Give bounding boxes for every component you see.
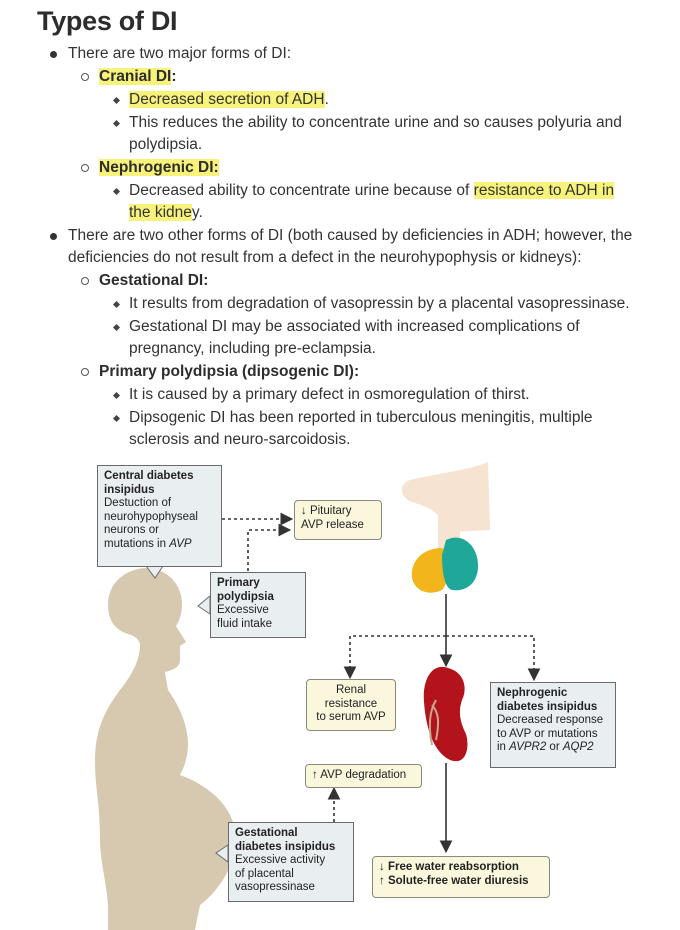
highlight: Cranial DI [99,68,172,85]
text: in [497,741,510,753]
list-item: It results from degradation of vasopressin by a placental vasopressinase. [129,295,630,312]
text: or [546,741,563,753]
box-text [497,741,609,755]
page-title: Types of DI [37,6,178,36]
box-text: of placental [235,867,294,880]
avp-degradation-box [305,764,422,788]
italic-gene: AVPR2 [509,741,547,753]
box-text: AVP release [301,518,364,531]
highlight: resistance to ADH in [473,182,615,199]
box-text: ↑ AVP degradation [312,769,407,781]
box-heading: diabetes insipidus [497,700,598,713]
box-text: Excessive activity [235,854,326,866]
list-item: Gestational DI may be associated with increased complications of [129,318,580,335]
colon: : [171,68,177,85]
box-text: fluid intake [217,617,272,630]
list-item: This reduces the ability to concentrate urine and so causes polyuria and [129,114,622,131]
arrow-to-renal [350,636,446,676]
gestational-di-box [228,822,354,902]
box-text: ↓ Pituitary [301,505,352,517]
list-item-primary: Primary polydipsia (dipsogenic DI): [99,363,360,380]
callout-pointer-primary [198,596,210,614]
box-text: ↓ Free water reabsorption [379,861,519,873]
list-item-cont: deficiencies do not result from a defect in the neurohypophysis or kidneys): [68,249,582,266]
box-heading: Nephrogenic [497,687,568,699]
box-heading: Central diabetes [104,470,194,482]
highlight: the kidne [129,204,192,221]
central-di-box [97,465,222,567]
italic-gene: AVP [169,537,192,550]
pituitary-release-box [294,500,382,540]
text: mutations in [104,537,170,550]
box-text: to AVP or mutations [497,727,598,740]
list-item: There are two major forms of DI: [68,45,292,62]
box-text: to serum AVP [316,711,386,723]
list-item-gestational: Gestational DI: [99,272,209,289]
list-item-cont: polydipsia. [129,136,203,153]
arrow-primary-pituitary [248,530,288,571]
list-item-cont: sclerosis and neuro-sarcoidosis. [129,431,351,448]
box-text: ↑ Solute-free water diuresis [379,874,529,887]
text: . [324,91,329,108]
list-item-cont: pregnancy, including pre-eclampsia. [129,340,376,357]
highlight: Decreased secretion of ADH [129,91,325,108]
box-text: Excessive [217,604,269,616]
box-text: neurohypophyseal [104,510,198,523]
box-text: Renal [335,684,367,696]
box-text: Decreased response [497,714,604,726]
outcome-box [372,856,550,898]
primary-polydipsia-box [210,572,306,638]
box-text [104,538,215,552]
box-heading: Primary [217,577,260,589]
list-item: Dipsogenic DI has been reported in tuberculous meningitis, multiple [129,409,593,426]
box-text: Destuction of [104,497,172,509]
nephrogenic-di-box [490,682,616,768]
box-heading: diabetes insipidus [235,840,336,853]
highlight: Nephrogenic DI: [99,159,219,176]
box-text: resistance [324,697,378,710]
box-text: neurons or [104,524,159,536]
renal-resistance-box [306,679,396,731]
box-heading: insipidus [104,483,155,496]
list-item: There are two other forms of DI (both caused by deficiencies in ADH; however, the [68,227,633,244]
text: Decreased ability to concentrate urine because of [129,182,470,199]
list-item: It is caused by a primary defect in osmoregulation of thirst. [129,386,530,403]
italic-gene: AQP2 [562,741,594,753]
box-text: vasopressinase [235,881,315,893]
arrow-to-nephrogenic [446,636,534,678]
text: y. [191,204,203,221]
pituitary-posterior [442,538,478,591]
box-heading: polydipsia [217,590,274,603]
box-heading: Gestational [235,827,298,839]
